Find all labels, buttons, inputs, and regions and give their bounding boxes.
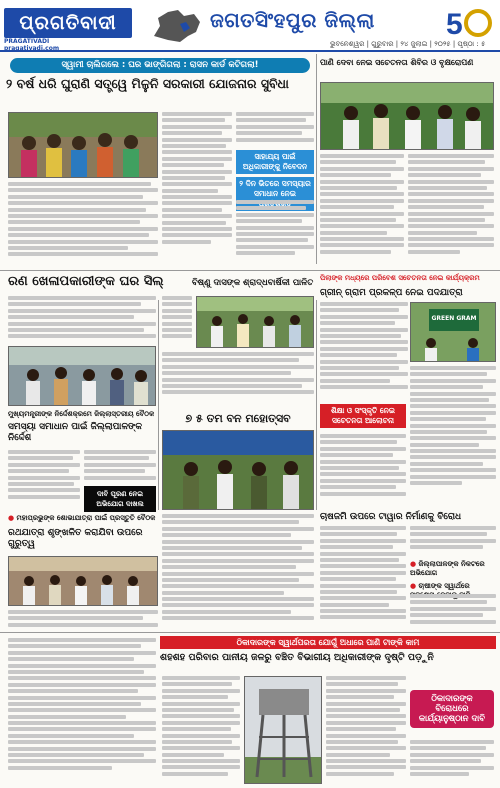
plantation-photo (320, 82, 494, 150)
bottom-headline[interactable]: ଶହଶହ ପରିବାର ପାନୀୟ ଜଳରୁ ବଞ୍ଚିତ ବିଭାଗୀୟ ଅଧିକାରୀଙ୍କ ଦୃଷ୍ଟି ପଡ଼ୁନି (160, 652, 434, 663)
vanamahotsav-body (162, 514, 314, 630)
brand-logo[interactable]: ପ୍ରଗତିବାଦୀ (4, 8, 132, 38)
debt-headline[interactable]: ରଣ ଖେଳାପକାରୀଙ୍କ ଘର ସିଲ୍ (8, 274, 164, 289)
rath-headline[interactable]: ରଥଯାତ୍ରା ଶୃଙ୍ଖଳିତ କରାଯିବା ଉପରେ ଗୁରୁତ୍ୱ (8, 528, 143, 549)
brand-subline (4, 38, 132, 52)
column-divider (316, 300, 317, 510)
right-top-body-2 (408, 154, 494, 264)
meeting-body-1 (8, 450, 80, 510)
rath-body (8, 610, 158, 630)
district-title: ଜଗତସିଂହପୁର ଜିଲ୍ଲା (210, 8, 375, 32)
anniversary-logo (442, 4, 494, 42)
green-body-1 (320, 302, 408, 402)
column-divider (316, 54, 317, 264)
masthead (0, 0, 500, 52)
green-headline[interactable]: ଗ୍ରୀନ୍ ଗ୍ରାମ ପ୍ରକଳ୍ପ ନେଇ ପଦଯାତ୍ରା (320, 288, 463, 298)
dateline: ଭୁବନେଶ୍ୱର | ଗୁରୁବାର | ୨୪ ଜୁଲାଇ | ୨୦୨୫ | ପୃଷ୍ଠା : ୫ (330, 40, 486, 48)
lead-body-column-4 (236, 200, 314, 262)
meeting-body-2 (84, 450, 156, 484)
lead-photo (8, 112, 158, 178)
shraddha-photo-image (197, 297, 314, 348)
green-body-2 (410, 366, 496, 506)
rath-photo-image (9, 557, 158, 606)
protest-callout-2: ● ଚାଷୀଙ୍କ ସ୍ୱାର୍ଥରେ (410, 582, 470, 590)
rath-photo (8, 556, 158, 606)
lead-body-column-3 (236, 112, 314, 148)
meeting-callout: ଦାବି ପୂରଣ ନେଇ ଅଭିଯୋଗ ଦାଖଲ (84, 486, 156, 512)
water-tank-photo-image (245, 677, 322, 784)
website: pragativadi.com (4, 45, 60, 52)
lead-headline[interactable]: ୨ ବର୍ଷ ଧରି ଘୁରାଣି ସତ୍ତ୍ୱେ ମିଳୁନି ସରକାରୀ ଯୋଜନାର ସୁବିଧା (6, 76, 289, 91)
debt-photo-image (9, 347, 156, 406)
vanamahotsav-photo (162, 430, 314, 510)
section-divider (0, 270, 500, 271)
story-kicker-banner: ସ୍ୱାମୀ ଚାଲିଗଲେ : ଘର ଭାଙ୍ଗିଗଲା : ରାସନ କାର୍ଡ କଟିଗଲା! (10, 58, 310, 73)
green-gram-sign: GREEN GRAM (431, 315, 477, 322)
bottom-body-1 (162, 676, 240, 784)
protest-body-1 (320, 526, 406, 630)
column-divider (158, 300, 159, 510)
bottom-banner: ଠିକାଦାରଙ୍କ ସ୍ୱାର୍ଥପରତା ଯୋଗୁଁ ଅଧାରେ ପାଣି ଟାଙ୍କି କାମ (160, 636, 496, 649)
protest-headline[interactable]: ଚାଷଜମି ଉପରେ ଟାୱାର ନିର୍ମାଣକୁ ବିରୋଧ (320, 512, 462, 522)
bottom-body-2 (326, 676, 406, 784)
vanamahotsav-headline[interactable]: ୭ ୫ ତମ ବନ ମହୋତ୍ସବ (185, 412, 291, 425)
vanamahotsav-photo-image (163, 431, 314, 510)
water-tank-photo (244, 676, 322, 784)
green-kicker: ପିଲାଙ୍କ ମଧ୍ୟରେ ପରିବେଶ ସଚେତନତା ନେଇ କାର୍ଯ୍ୟକ୍ରମ (320, 274, 480, 282)
brand-latin: PRAGATIVADI (4, 38, 50, 45)
section-divider (0, 632, 500, 633)
lead-body-column-2 (162, 112, 232, 262)
right-top-body-1 (320, 154, 404, 264)
rath-kicker: ● ମହାପ୍ରଭୁଙ୍କ ଶୋଭାଯାତ୍ରା ପାଇଁ ପ୍ରସ୍ତୁତି ବୈଠକ (8, 514, 156, 522)
shraddha-photo (196, 296, 314, 348)
green-gram-photo-image (411, 303, 496, 362)
debt-photo (8, 346, 156, 406)
bottom-callout: ଠିକାଦାରଙ୍କ ବିରୋଧରେ କାର୍ଯ୍ୟାନୁଷ୍ଠାନ ଦାବି (410, 690, 494, 728)
lead-body-column-1 (8, 182, 158, 262)
lead-callout-2: ୨ ଦିନ ଭିତରେ ସମସ୍ୟାର ସମାଧାନ ନେଇ (236, 177, 314, 211)
odisha-map-icon (150, 6, 204, 46)
env-headline[interactable]: ବିଷ୍ଣୁ ଦାସଙ୍କ ଶ୍ରାଦ୍ଧବାର୍ଷିକୀ ପାଳିତ (192, 278, 314, 288)
green-gram-photo (410, 302, 496, 362)
protest-body-2 (410, 526, 496, 556)
svg-text:5: 5 (446, 8, 463, 41)
protest-callout-1: ● ଜିଲ୍ଲାପାଳଙ୍କ ନିକଟରେ ଅଭିଯୋଗ (410, 560, 485, 577)
debt-body (8, 296, 156, 344)
right-top-headline[interactable]: ପାଣି ଦେବା ନେଇ ସଚେତନତା ଶିବିର ଓ ବୃକ୍ଷରୋପଣ (320, 58, 474, 67)
shraddha-body (162, 352, 314, 402)
plantation-photo-image (321, 83, 494, 150)
meeting-headline[interactable]: ସମସ୍ୟା ସମାଧାନ ପାଇଁ ଜିଲ୍ଲାପାଳଙ୍କ ନିର୍ଦ୍ଦେଶ (8, 422, 143, 443)
meeting-kicker: ମୁଖ୍ୟମନ୍ତ୍ରୀଙ୍କ ନିର୍ଦ୍ଦେଶକ୍ରମେ ଜିଲ୍ଲାସ୍ତରୀୟ ବୈଠକ (8, 410, 155, 418)
green-callout: ଶିକ୍ଷା ଓ ସଂସ୍କୃତି ନେଇ ସଚେତନତା ଆଲୋଚନା (320, 404, 406, 428)
bottom-body-3 (410, 740, 494, 784)
protest-body-3 (410, 594, 496, 630)
lead-photo-image (9, 113, 158, 178)
lead-callout-1: ସାହାଯ୍ୟ ପାଇଁ ଅଧିକାରୀଙ୍କୁ ନିବେଦନ (236, 150, 314, 174)
rath-body-continued (8, 638, 156, 786)
green-body-3 (320, 434, 406, 506)
